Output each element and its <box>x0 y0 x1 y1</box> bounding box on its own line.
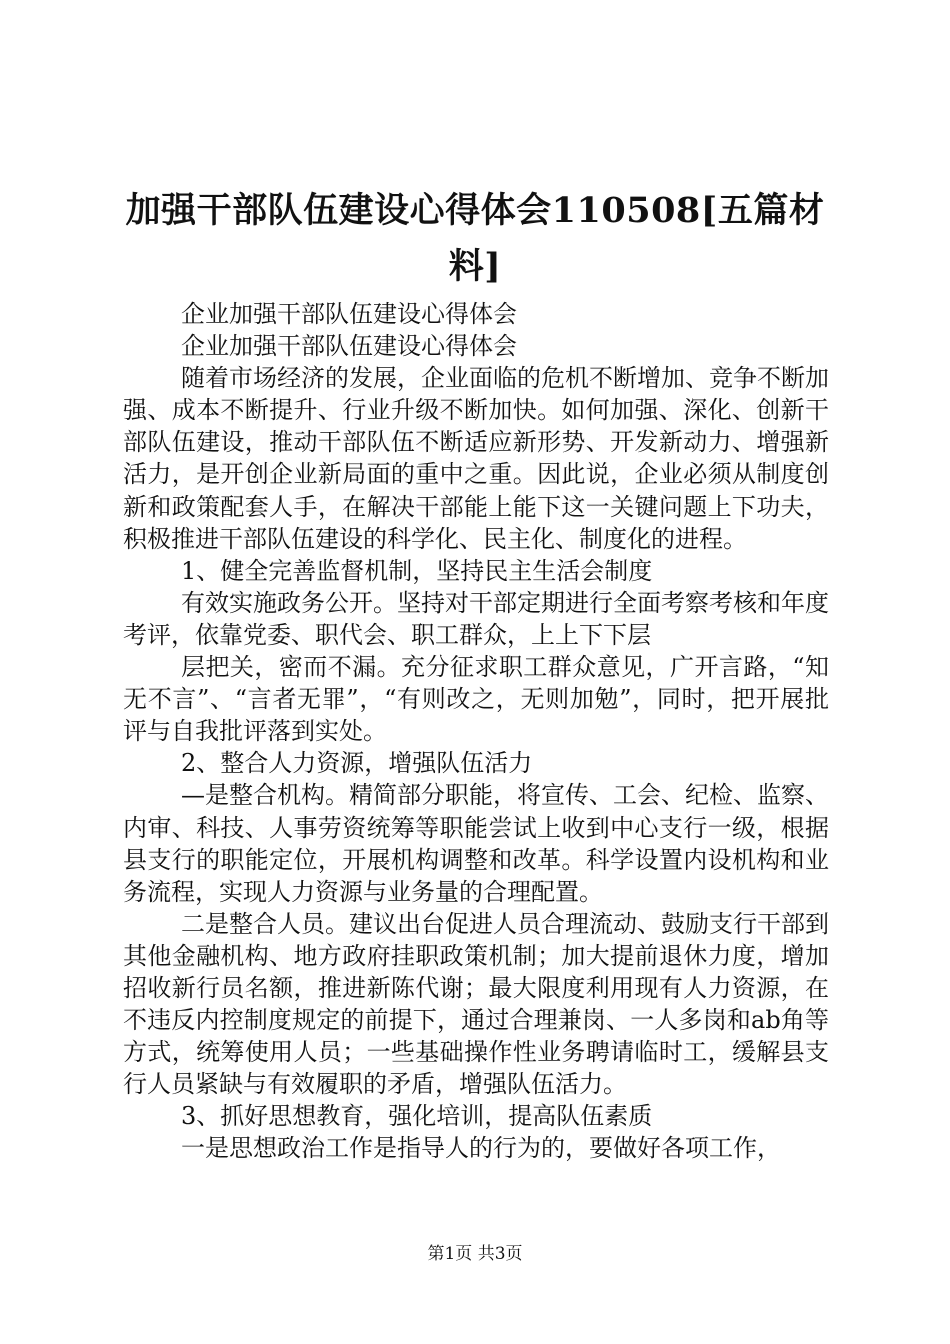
paragraph-intro: 随着市场经济的发展，企业面临的危机不断增加、竞争不断加强、成本不断提升、行业升级不断加快。如何加强、深化、创新干部队伍建设，推动干部队伍不断适应新形势、开发新动力、增强新活力，是开创企业新局面的重中之重。因此说，企业必须从制度创新和政策配套人手，在解决干部能上能下这一关键问题上下功夫，积极推进干部队伍建设的科学化、民主化、制度化的进程。 <box>123 364 829 553</box>
paragraph-integrate-institutions: —是整合机构。精简部分职能，将宣传、工会、纪检、监察、内审、科技、人事劳资统筹等职能尝试上收到中心支行一级，根据县支行的职能定位，开展机构调整和改革。科学设置内设机构和业务流程，实现人力资源与业务量的合理配置。 <box>123 781 829 906</box>
paragraph-subtitle-1: 企业加强干部队伍建设心得体会 <box>181 300 517 328</box>
paragraph-subtitle-2: 企业加强干部队伍建设心得体会 <box>181 332 517 361</box>
page-indicator: 第1页 共3页 <box>427 1244 523 1264</box>
section-heading-1: 1、健全完善监督机制，坚持民主生活会制度 <box>181 556 653 585</box>
paragraph-ideological-education: 一是思想政治工作是指导人的行为的，要做好各项工作， <box>181 1134 781 1163</box>
page-footer <box>0 1243 950 1265</box>
document-title: 加强干部队伍建设心得体会110508[五篇材料] <box>125 190 825 287</box>
document-body <box>123 298 829 1165</box>
section-heading-2: 2、整合人力资源，增强队伍活力 <box>181 749 533 778</box>
paragraph-supervision: 有效实施政务公开。坚持对干部定期进行全面考察考核和年度考评，依靠党委、职代会、职工群众，上上下下层 <box>123 588 829 649</box>
section-heading-3: 3、抓好思想教育，强化培训，提高队伍素质 <box>181 1102 653 1131</box>
paragraph-integrate-personnel: 二是整合人员。建议出台促进人员合理流动、鼓励支行干部到其他金融机构、地方政府挂职政策机制；加大提前退休力度，增加招收新行员名额，推进新陈代谢；最大限度利用现有人力资源，在不违反内控制度规定的前提下，通过合理兼岗、一人多岗和ab角等方式，统筹使用人员；一些基础操作性业务聘请临时工，缓解县支行人员紧缺与有效履职的矛盾，增强队伍活力。 <box>123 909 829 1099</box>
paragraph-supervision-cont: 层把关，密而不漏。充分征求职工群众意见，广开言路，“知无不言”、“言者无罪”，“有则改之，无则加勉”，同时，把开展批评与自我批评落到实处。 <box>123 653 829 746</box>
